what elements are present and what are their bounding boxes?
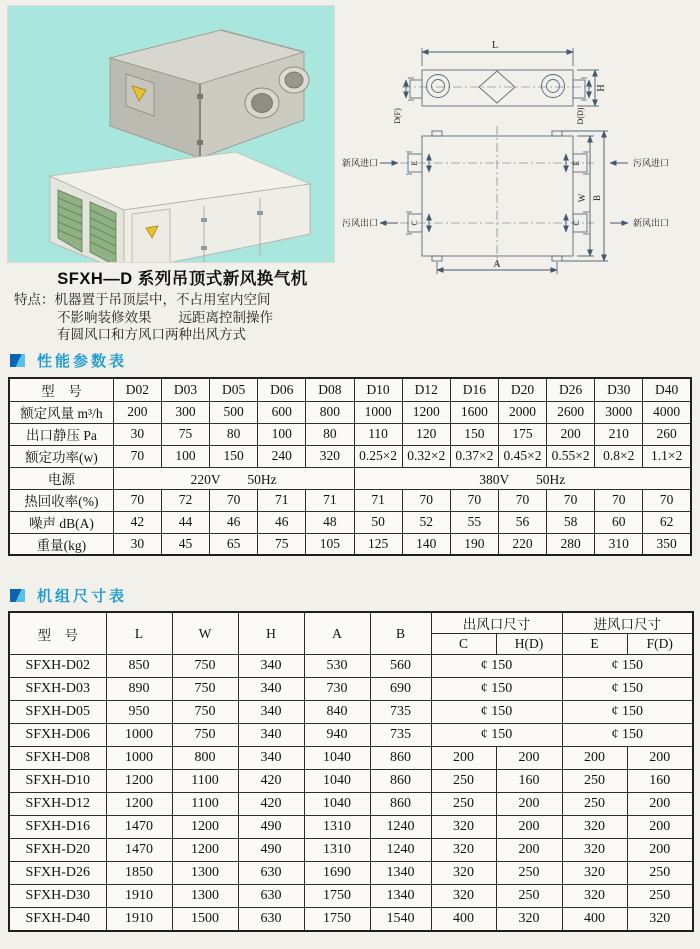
table-row [9, 747, 693, 770]
cell: 500 [210, 401, 258, 423]
cell: 75 [258, 533, 306, 555]
cell: 100 [258, 423, 306, 445]
model-cell: SFXH-D16 [9, 816, 106, 839]
inlet-merged-cell: ¢ 150 [562, 655, 693, 678]
cell: 1310 [304, 839, 370, 862]
dimension-table-body [9, 655, 693, 931]
outlet-cell: 250 [431, 770, 496, 793]
perf-model-header: D12 [402, 378, 450, 401]
perf-model-header: D16 [450, 378, 498, 401]
outlet-merged-cell: ¢ 150 [431, 701, 562, 724]
cell: 840 [304, 701, 370, 724]
cell: 530 [304, 655, 370, 678]
outlet-cell: 400 [431, 908, 496, 931]
dim-header-b: B [370, 612, 431, 655]
row-label: 噪声 dB(A) [9, 511, 113, 533]
cell: 800 [306, 401, 354, 423]
dimension-diagram-svg [336, 16, 700, 284]
cell: 42 [113, 511, 161, 533]
label-fresh-air-outlet: 新风出口 [633, 218, 670, 228]
cell: 280 [547, 533, 595, 555]
cell: 1040 [304, 793, 370, 816]
row-label: 额定功率(w) [9, 445, 113, 467]
cell: 4000 [643, 401, 691, 423]
cell: 125 [354, 533, 402, 555]
cell: 800 [172, 747, 238, 770]
cell: 1910 [106, 908, 172, 931]
cell: 30 [113, 533, 161, 555]
cell: 100 [161, 445, 209, 467]
cell: 340 [238, 655, 304, 678]
dimension-diagrams [336, 16, 700, 284]
dim-header-c: C [431, 634, 496, 655]
page-title: SFXH—D 系列吊顶式新风换气机 [57, 270, 308, 288]
product-photo-panel [8, 6, 334, 262]
inlet-group-header: 进风口尺寸 [562, 612, 693, 634]
table-row [9, 770, 693, 793]
cell: 46 [258, 511, 306, 533]
product-photo-top-unit [110, 30, 309, 158]
model-cell: SFXH-D12 [9, 793, 106, 816]
table-row [9, 445, 691, 467]
row-label: 出口静压 Pa [9, 423, 113, 445]
table-row [9, 839, 693, 862]
cell: 1690 [304, 862, 370, 885]
cell: 70 [595, 489, 643, 511]
model-cell: SFXH-D10 [9, 770, 106, 793]
cell: 1000 [106, 747, 172, 770]
performance-table-head-row [9, 378, 691, 401]
cell: 890 [106, 678, 172, 701]
cell: 1750 [304, 885, 370, 908]
inlet-cell: 200 [627, 747, 693, 770]
inlet-cell: 250 [627, 862, 693, 885]
cell: 1470 [106, 816, 172, 839]
cell: 200 [547, 423, 595, 445]
dim-header-l: L [106, 612, 172, 655]
feature-line-1: 特点：机器置于吊顶层中，不占用室内空间 [14, 292, 271, 307]
inlet-cell: 320 [627, 908, 693, 931]
outlet-cell: 320 [431, 885, 496, 908]
cell: 1100 [172, 793, 238, 816]
cell: 220 [498, 533, 546, 555]
label-fresh-air-inlet: 新风进口 [342, 158, 379, 168]
cell: 340 [238, 701, 304, 724]
inlet-cell: 320 [562, 885, 627, 908]
cell: 420 [238, 770, 304, 793]
dimension-table [8, 611, 694, 932]
cell: 55 [450, 511, 498, 533]
cell: 70 [547, 489, 595, 511]
dim-label-a: A [493, 259, 501, 270]
cell: 150 [210, 445, 258, 467]
inlet-merged-cell: ¢ 150 [562, 701, 693, 724]
inlet-cell: 250 [562, 793, 627, 816]
cell: 110 [354, 423, 402, 445]
cell: 350 [643, 533, 691, 555]
dim-label-c: C [410, 220, 419, 226]
cell: 940 [304, 724, 370, 747]
dim-header-h: H [238, 612, 304, 655]
dim-label-b: B [592, 194, 602, 202]
cell: 72 [161, 489, 209, 511]
cell: 70 [113, 489, 161, 511]
product-photos [8, 6, 334, 262]
perf-model-header: D08 [306, 378, 354, 401]
cell: 690 [370, 678, 431, 701]
dim-label-c-right: C [572, 220, 581, 226]
plan-labels [342, 157, 669, 270]
inlet-cell: 200 [627, 839, 693, 862]
elevation-labels [393, 40, 607, 124]
cell: 1040 [304, 747, 370, 770]
cell: 310 [595, 533, 643, 555]
row-label: 重量(kg) [9, 533, 113, 555]
cell: 1200 [106, 793, 172, 816]
cell: 70 [498, 489, 546, 511]
perf-model-header: D02 [113, 378, 161, 401]
product-photo-bottom-unit [50, 152, 310, 262]
outlet-merged-cell: ¢ 150 [431, 678, 562, 701]
cell: 70 [402, 489, 450, 511]
feature-line-2: 不影响装修效果 远距离控制操作 [57, 309, 273, 325]
section-bullet-icon [10, 354, 25, 367]
cell: 200 [113, 401, 161, 423]
cell: 2600 [547, 401, 595, 423]
cell: 600 [258, 401, 306, 423]
model-cell: SFXH-D03 [9, 678, 106, 701]
outlet-cell: 250 [496, 885, 562, 908]
dim-label-df: D(F) [393, 108, 402, 124]
table-row [9, 885, 693, 908]
table-row [9, 678, 693, 701]
inlet-cell: 250 [627, 885, 693, 908]
outlet-group-header: 出风口尺寸 [431, 612, 562, 634]
section-header-dimensions [10, 587, 127, 603]
features-label: 特点： [14, 292, 55, 307]
cell: 0.8×2 [595, 445, 643, 467]
cell: 490 [238, 839, 304, 862]
cell: 175 [498, 423, 546, 445]
cell: 150 [450, 423, 498, 445]
cell: 860 [370, 770, 431, 793]
cell: 420 [238, 793, 304, 816]
cell: 750 [172, 655, 238, 678]
inlet-cell: 320 [562, 816, 627, 839]
cell: 58 [547, 511, 595, 533]
cell: 340 [238, 724, 304, 747]
outlet-cell: 200 [496, 839, 562, 862]
cell: 105 [306, 533, 354, 555]
outlet-cell: 160 [496, 770, 562, 793]
cell: 630 [238, 862, 304, 885]
outlet-cell: 200 [431, 747, 496, 770]
cell: 210 [595, 423, 643, 445]
outlet-cell: 320 [496, 908, 562, 931]
outlet-cell: 250 [496, 862, 562, 885]
outlet-cell: 200 [496, 793, 562, 816]
row-label: 热回收率(%) [9, 489, 113, 511]
model-cell: SFXH-D30 [9, 885, 106, 908]
inlet-cell: 400 [562, 908, 627, 931]
cell: 240 [258, 445, 306, 467]
cell: 1040 [304, 770, 370, 793]
inlet-cell: 160 [627, 770, 693, 793]
cell: 1200 [172, 816, 238, 839]
cell: 1000 [354, 401, 402, 423]
cell: 48 [306, 511, 354, 533]
cell: 1200 [106, 770, 172, 793]
cell: 320 [306, 445, 354, 467]
cell: 1340 [370, 862, 431, 885]
table-row [9, 862, 693, 885]
dim-header-a: A [304, 612, 370, 655]
cell: 71 [306, 489, 354, 511]
perf-model-header: D10 [354, 378, 402, 401]
cell: 750 [172, 701, 238, 724]
label-foul-air-inlet: 污风进口 [633, 158, 670, 168]
table-row [9, 533, 691, 555]
power-supply-left: 220V 50Hz [113, 467, 354, 489]
outlet-cell: 320 [431, 816, 496, 839]
cell: 1240 [370, 839, 431, 862]
cell: 735 [370, 724, 431, 747]
cell: 0.25×2 [354, 445, 402, 467]
cell: 45 [161, 533, 209, 555]
cell: 2000 [498, 401, 546, 423]
cell: 3000 [595, 401, 643, 423]
section-title: 机组尺寸表 [37, 587, 128, 605]
table-row [9, 612, 693, 634]
row-label: 电源 [9, 467, 113, 489]
cell: 630 [238, 908, 304, 931]
cell: 1200 [172, 839, 238, 862]
inlet-cell: 200 [627, 793, 693, 816]
perf-model-header: D05 [210, 378, 258, 401]
cell: 62 [643, 511, 691, 533]
performance-table-body [9, 401, 691, 555]
cell: 735 [370, 701, 431, 724]
cell: 260 [643, 423, 691, 445]
model-cell: SFXH-D02 [9, 655, 106, 678]
cell: 0.55×2 [547, 445, 595, 467]
cell: 300 [161, 401, 209, 423]
inlet-cell: 250 [562, 770, 627, 793]
cell: 30 [113, 423, 161, 445]
outlet-merged-cell: ¢ 150 [431, 655, 562, 678]
cell: 70 [113, 445, 161, 467]
table-row [9, 655, 693, 678]
table-row [9, 816, 693, 839]
perf-model-header: D40 [643, 378, 691, 401]
cell: 750 [172, 724, 238, 747]
section-title: 性能参数表 [37, 352, 128, 370]
cell: 1100 [172, 770, 238, 793]
table-row [9, 489, 691, 511]
cell: 1240 [370, 816, 431, 839]
cell: 490 [238, 816, 304, 839]
cell: 0.32×2 [402, 445, 450, 467]
inlet-merged-cell: ¢ 150 [562, 724, 693, 747]
dimension-table-head [9, 612, 693, 655]
cell: 140 [402, 533, 450, 555]
table-row [9, 701, 693, 724]
outlet-merged-cell: ¢ 150 [431, 724, 562, 747]
elevation-view [402, 48, 599, 106]
cell: 1300 [172, 885, 238, 908]
table-row [9, 511, 691, 533]
dim-corner-header: 型 号 [9, 612, 106, 655]
dim-header-w: W [172, 612, 238, 655]
plan-view [380, 126, 628, 274]
cell: 340 [238, 678, 304, 701]
perf-model-header: D06 [258, 378, 306, 401]
cell: 630 [238, 885, 304, 908]
cell: 75 [161, 423, 209, 445]
cell: 56 [498, 511, 546, 533]
dim-header-hd: H(D) [496, 634, 562, 655]
inlet-cell: 320 [562, 862, 627, 885]
feature-line-3: 有圆风口和方风口两种出风方式 [57, 327, 246, 342]
table-row [9, 793, 693, 816]
dim-label-e-right: E [572, 160, 581, 166]
outlet-cell: 320 [431, 862, 496, 885]
outlet-cell: 250 [431, 793, 496, 816]
cell: 71 [354, 489, 402, 511]
cell: 50 [354, 511, 402, 533]
outlet-cell: 320 [431, 839, 496, 862]
cell: 1470 [106, 839, 172, 862]
cell: 60 [595, 511, 643, 533]
table-row [9, 423, 691, 445]
section-header-performance [10, 352, 127, 368]
table-row [9, 401, 691, 423]
inlet-cell: 200 [627, 816, 693, 839]
model-cell: SFXH-D05 [9, 701, 106, 724]
table-row [9, 908, 693, 931]
perf-model-header: D03 [161, 378, 209, 401]
perf-model-header: D30 [595, 378, 643, 401]
model-cell: SFXH-D08 [9, 747, 106, 770]
cell: 1200 [402, 401, 450, 423]
dim-label-h: H [596, 84, 607, 92]
perf-corner-header: 型 号 [9, 378, 113, 401]
cell: 1600 [450, 401, 498, 423]
cell: 340 [238, 747, 304, 770]
dim-label-l: L [491, 40, 499, 51]
cell: 80 [306, 423, 354, 445]
cell: 120 [402, 423, 450, 445]
cell: 950 [106, 701, 172, 724]
cell: 850 [106, 655, 172, 678]
cell: 70 [643, 489, 691, 511]
section-bullet-icon [10, 589, 25, 602]
dim-label-dd: D(D) [576, 107, 585, 125]
features-block [14, 291, 414, 344]
model-cell: SFXH-D06 [9, 724, 106, 747]
cell: 1300 [172, 862, 238, 885]
cell: 860 [370, 747, 431, 770]
table-row [9, 467, 691, 489]
cell: 1500 [172, 908, 238, 931]
cell: 0.45×2 [498, 445, 546, 467]
model-cell: SFXH-D26 [9, 862, 106, 885]
perf-model-header: D26 [547, 378, 595, 401]
cell: 1540 [370, 908, 431, 931]
cell: 70 [210, 489, 258, 511]
cell: 52 [402, 511, 450, 533]
cell: 860 [370, 793, 431, 816]
cell: 560 [370, 655, 431, 678]
model-cell: SFXH-D40 [9, 908, 106, 931]
inlet-cell: 200 [562, 747, 627, 770]
cell: 65 [210, 533, 258, 555]
cell: 44 [161, 511, 209, 533]
cell: 70 [450, 489, 498, 511]
cell: 1.1×2 [643, 445, 691, 467]
dim-header-e: E [562, 634, 627, 655]
cell: 1340 [370, 885, 431, 908]
cell: 1000 [106, 724, 172, 747]
inlet-merged-cell: ¢ 150 [562, 678, 693, 701]
cell: 750 [172, 678, 238, 701]
cell: 190 [450, 533, 498, 555]
cell: 80 [210, 423, 258, 445]
cell: 71 [258, 489, 306, 511]
row-label: 额定风量 m³/h [9, 401, 113, 423]
cell: 1910 [106, 885, 172, 908]
label-foul-air-outlet: 污风出口 [342, 218, 379, 228]
performance-table [8, 377, 692, 556]
cell: 1750 [304, 908, 370, 931]
outlet-cell: 200 [496, 816, 562, 839]
table-row [9, 724, 693, 747]
dim-header-fd: F(D) [627, 634, 693, 655]
outlet-cell: 200 [496, 747, 562, 770]
inlet-cell: 320 [562, 839, 627, 862]
dim-label-e: E [410, 160, 419, 166]
perf-model-header: D20 [498, 378, 546, 401]
cell: 1310 [304, 816, 370, 839]
cell: 1850 [106, 862, 172, 885]
cell: 46 [210, 511, 258, 533]
power-supply-right: 380V 50Hz [354, 467, 691, 489]
model-cell: SFXH-D20 [9, 839, 106, 862]
cell: 0.37×2 [450, 445, 498, 467]
dim-label-w: W [577, 193, 587, 203]
cell: 730 [304, 678, 370, 701]
